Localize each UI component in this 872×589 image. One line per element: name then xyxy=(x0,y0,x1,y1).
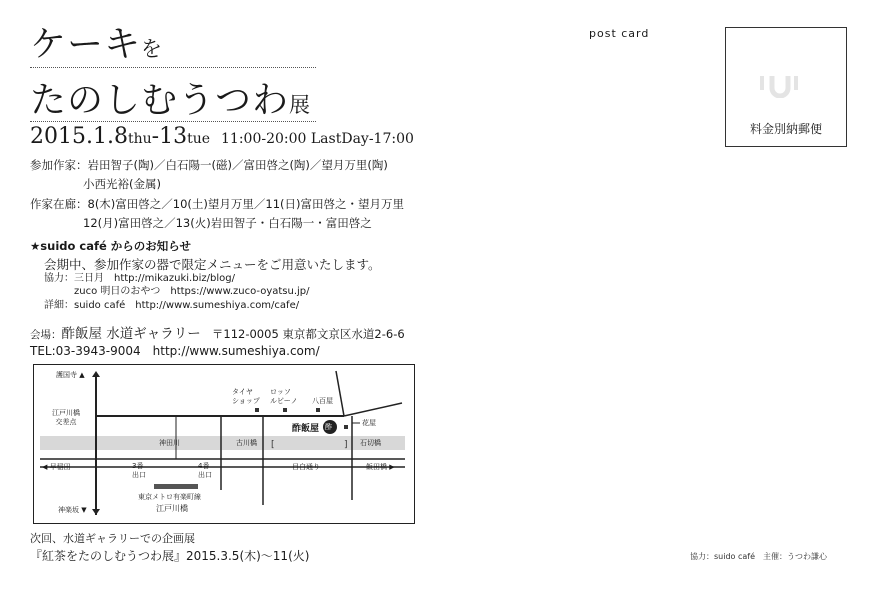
river-band xyxy=(40,436,405,450)
title-line-2 xyxy=(30,72,311,123)
artists-line-1: 岩田智子(陶)／白石陽一(磁)／富田啓之(陶)／望月万里(陶) xyxy=(87,158,388,172)
venue-label: 会場： xyxy=(30,329,62,341)
svg-text:[: [ xyxy=(271,440,275,450)
venue-tel: TEL:03-3943-9004 http://www.sumeshiya.com/ xyxy=(30,344,320,358)
date-day-end: tue xyxy=(187,131,211,147)
stamp-text: 料金別納郵便 xyxy=(749,122,822,136)
title-main-2: たのしむうつわ xyxy=(30,80,290,121)
map-label-lotsu: ロッソ ルビーノ xyxy=(270,388,298,405)
notice-coop-2: zuco 明日のおやつ https://www.zuco-oyatsu.jp/ xyxy=(74,286,310,297)
map-label-station-line: 東京メトロ有楽町線 xyxy=(138,493,201,501)
map-label-ishikiribashi: 石切橋 xyxy=(360,439,381,447)
map-label-sumeshiya: 酢飯屋 xyxy=(292,424,320,434)
notice-coop-1: 協力：三日月 http://mikazuki.biz/blog/ xyxy=(44,273,235,284)
map-label-yaoya: 八百屋 xyxy=(312,397,333,405)
presence xyxy=(30,196,404,212)
map-sumeshiya-mark-text: 酢 xyxy=(325,423,332,431)
notice-heading: ★suido café からのお知らせ xyxy=(30,239,191,253)
map-label-kandagawa: 神田川 xyxy=(159,439,180,447)
notice-detail: 詳細：suido café http://www.sumeshiya.com/cafe/ xyxy=(44,300,300,311)
venue-name: 酢飯屋 水道ギャラリー xyxy=(61,326,201,342)
map-label-exit4: 4番 出口 xyxy=(198,462,212,479)
stamp-logo-icon xyxy=(754,58,820,98)
event-dates xyxy=(30,124,414,149)
divider xyxy=(30,121,316,122)
map-label-hanaya: 花屋 xyxy=(362,419,376,427)
title-particle: を xyxy=(141,37,164,61)
map-label-junction: 江戸川橋 交差点 xyxy=(52,409,80,426)
artists-line-2: 小西光裕(金属) xyxy=(83,177,161,191)
map-label-kagurazaka: 神楽坂 ▼ xyxy=(58,506,87,514)
venue-address: 〒112-0005 東京都文京区水道2-6-6 xyxy=(211,327,405,341)
road-diagonal xyxy=(344,403,402,416)
artists xyxy=(30,157,388,173)
access-map xyxy=(33,364,415,524)
date-end: 13 xyxy=(159,124,188,149)
map-label-gokokuji: 護国寺 ▲ xyxy=(56,371,85,379)
presence-line-1: 8(木)富田啓之／10(土)望月万里／11(日)富田啓之・望月万里 xyxy=(87,197,404,211)
footer-credit: 協力：suido café 主催：うつわ謙心 xyxy=(690,552,828,561)
venue xyxy=(30,322,405,342)
next-exhibition-title: 『紅茶をたのしむうつわ展』2015.3.5(木)～11(火) xyxy=(30,549,310,563)
notice-body: 会期中、参加作家の器で限定メニューをご用意いたします。 xyxy=(44,257,381,272)
subway-marker xyxy=(154,484,198,489)
map-svg xyxy=(34,365,414,523)
map-label-station: 江戸川橋 xyxy=(156,504,188,513)
date-start: 2015.1.8 xyxy=(30,124,128,149)
date-dash: - xyxy=(151,124,160,149)
event-hours: 11:00-20:00 LastDay-17:00 xyxy=(221,131,414,147)
svg-text:]: ] xyxy=(344,440,348,450)
presence-line-2: 12(月)富田啓之／13(火)岩田智子・白石陽一・富田啓之 xyxy=(83,216,372,230)
map-label-waseda: ◀ 早稲田 xyxy=(42,463,71,471)
postage-stamp-box xyxy=(725,27,847,147)
presence-label: 作家在廊： xyxy=(30,197,88,211)
map-label-iidabashi: 飯田橋 ▶ xyxy=(366,463,395,471)
date-day-start: thu xyxy=(127,131,152,147)
next-exhibition-intro: 次回、水道ギャラリーでの企画展 xyxy=(30,532,195,545)
map-label-exit3: 3番 出口 xyxy=(132,462,146,479)
map-label-furukawabashi: 古川橋 xyxy=(236,439,257,447)
title-main-1: ケーキ xyxy=(30,24,142,65)
divider xyxy=(30,67,316,68)
postcard-label: post card xyxy=(589,27,650,40)
artists-label: 参加作家： xyxy=(30,158,88,172)
map-label-mejiro: 目白通り xyxy=(292,463,320,471)
map-label-tire-shop: タイヤ ショップ xyxy=(232,388,260,405)
title-suffix: 展 xyxy=(289,93,312,117)
title-line-1 xyxy=(30,16,163,67)
road-diagonal-2 xyxy=(336,371,344,416)
